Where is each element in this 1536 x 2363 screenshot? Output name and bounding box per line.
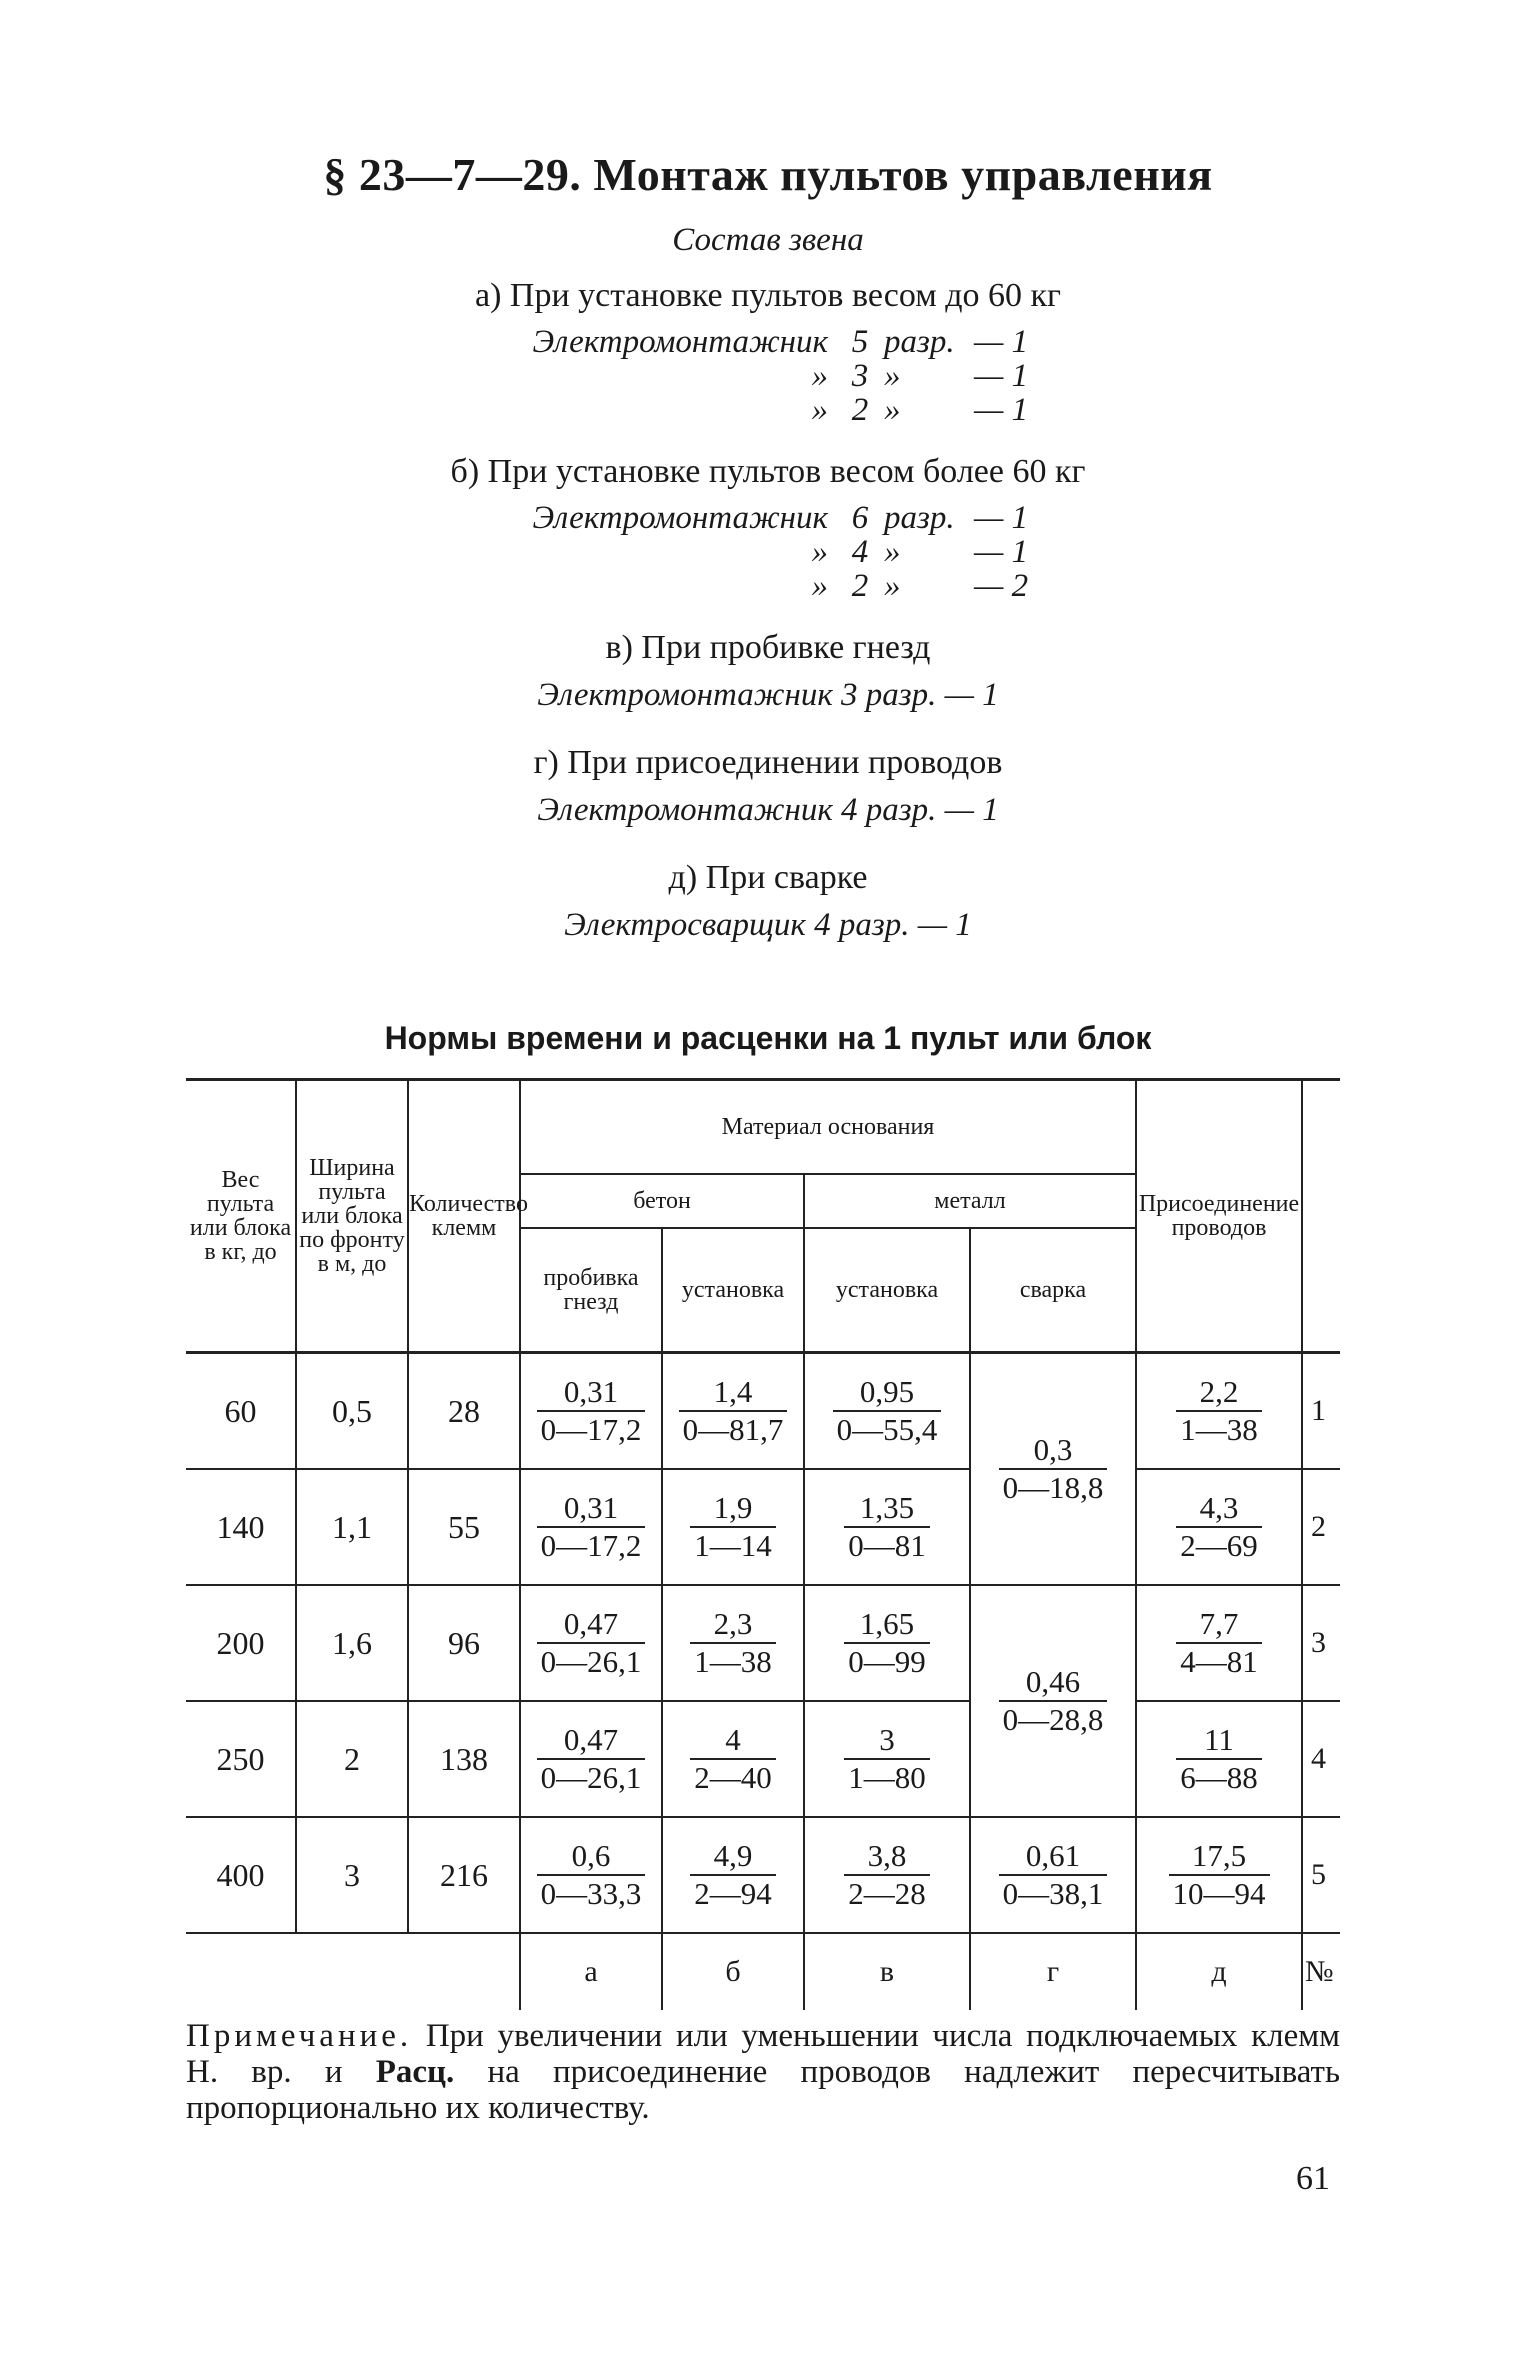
header-wires: Присоединение проводов <box>1136 1080 1302 1353</box>
header-concrete: бетон <box>520 1174 804 1228</box>
table-row: 60 0,5 28 $\frac{0,31}{0—17,2}$ $\frac{1,4}{0—81,7}$ $\frac{0,95}{0—55,4}$ $\frac{0,3}{0—18,8}$ $\frac{2,2}{1—38}$ 1 <box>186 1353 1340 1470</box>
letter-b: б <box>662 1933 804 2010</box>
welding-merged-2: $\frac{0,46}{0—28,8}$ <box>970 1585 1136 1817</box>
welding-merged-1: $\frac{0,3}{0—18,8}$ <box>970 1353 1136 1586</box>
letter-g: г <box>970 1933 1136 2010</box>
footnote: Примечание. При увеличении или уменьшении числа подключаемых клемм Н. вр. и Расц. на присоединение проводов надлежит пересчитывать пропорционально их количеству. <box>186 2018 1340 2126</box>
header-metal-install: установка <box>804 1228 970 1353</box>
worker-v: Электромонтажник 3 разр. — 1 <box>537 677 999 713</box>
letter-a: а <box>520 1933 662 2010</box>
condition-v: в) При пробивке гнезд <box>605 629 931 666</box>
table-title: Нормы времени и расценки на 1 пульт или блок <box>384 1020 1152 1056</box>
header-terminals: Количество клемм <box>408 1080 520 1353</box>
worker-row: » 2 » — 1 <box>811 392 1029 428</box>
norms-table <box>186 1078 1340 2010</box>
page-title: § 23—7—29. Монтаж пультов управления <box>323 149 1213 200</box>
condition-b: б) При установке пультов весом более 60 кг <box>450 453 1086 490</box>
row-number: 4 <box>1302 1701 1340 1817</box>
workers-a <box>488 325 1048 427</box>
header-punching: пробивка гнезд <box>520 1228 662 1353</box>
worker-row: » 3 » — 1 <box>811 358 1029 394</box>
table-row: 400 3 216 $\frac{0,6}{0—33,3}$ $\frac{4,9}{2—94}$ $\frac{3,8}{2—28}$ $\frac{0,61}{0—38,1}$ $\frac{17,5}{10—94}$ 5 <box>186 1817 1340 1933</box>
worker-row: Электромонтажник 6 разр. — 1 <box>532 500 1029 536</box>
table-row: 200 1,6 96 $\frac{0,47}{0—26,1}$ $\frac{2,3}{1—38}$ $\frac{1,65}{0—99}$ $\frac{0,46}{0—28,8}$ $\frac{7,7}{4—81}$ 3 <box>186 1585 1340 1701</box>
letter-d: д <box>1136 1933 1302 2010</box>
worker-d: Электросварщик 4 разр. — 1 <box>564 907 972 943</box>
row-number: 3 <box>1302 1585 1340 1701</box>
column-letters-row <box>186 1933 1340 2010</box>
row-number: 2 <box>1302 1469 1340 1585</box>
worker-row: » 4 » — 1 <box>811 534 1029 570</box>
worker-row: » 2 » — 2 <box>811 568 1029 604</box>
table-row: 140 1,1 55 $\frac{0,31}{0—17,2}$ $\frac{1,9}{1—14}$ $\frac{1,35}{0—81}$ $\frac{4,3}{2—69}$ 2 <box>186 1469 1340 1585</box>
header-num-blank <box>1302 1080 1340 1353</box>
letter-v: в <box>804 1933 970 2010</box>
header-install: установка <box>662 1228 804 1353</box>
page-number: 61 <box>1296 2160 1330 2197</box>
crew-heading: Состав звена <box>672 222 864 258</box>
note-label: Примечание. <box>186 2018 413 2054</box>
header-weight: Вес пульта или блока в кг, до <box>186 1080 296 1353</box>
condition-d: д) При сварке <box>668 859 868 896</box>
condition-a: а) При установке пультов весом до 60 кг <box>475 277 1061 314</box>
header-welding: сварка <box>970 1228 1136 1353</box>
worker-row: Электромонтажник 5 разр. — 1 <box>532 324 1029 360</box>
header-metal: металл <box>804 1174 1136 1228</box>
workers-b <box>488 501 1048 603</box>
table-row: 250 2 138 $\frac{0,47}{0—26,1}$ $\frac{4}{2—40}$ $\frac{3}{1—80}$ $\frac{11}{6—88}$ 4 <box>186 1701 1340 1817</box>
letter-num: № <box>1302 1933 1340 2010</box>
row-number: 5 <box>1302 1817 1340 1933</box>
row-number: 1 <box>1302 1353 1340 1470</box>
condition-g: г) При присоединении проводов <box>533 744 1003 781</box>
crew-section <box>0 222 1536 974</box>
worker-g: Электромонтажник 4 разр. — 1 <box>537 792 999 828</box>
header-width: Ширина пульта или блока по фронту в м, до <box>296 1080 408 1353</box>
header-material: Материал основания <box>520 1080 1136 1175</box>
